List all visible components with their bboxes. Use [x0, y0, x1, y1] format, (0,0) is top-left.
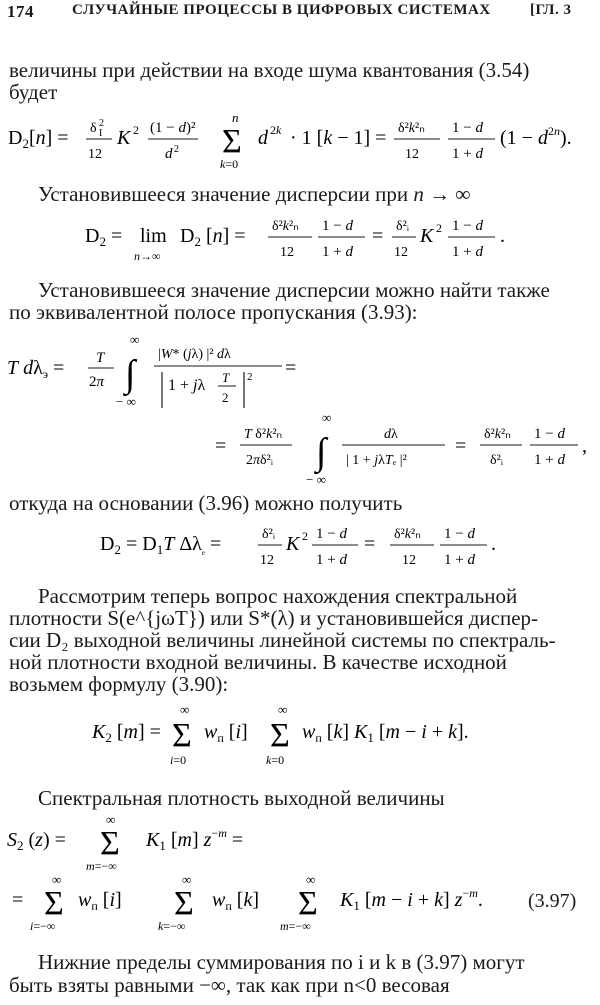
svg-text:12: 12 — [402, 553, 416, 568]
svg-text:.: . — [491, 533, 496, 555]
svg-text:2: 2 — [436, 221, 442, 235]
svg-text:D2 =: $D_2$ = — [85, 225, 123, 249]
svg-text:=: = — [364, 533, 376, 555]
svg-text:− ∞: − ∞ — [116, 394, 136, 409]
equation-3-97 — [0, 872, 600, 938]
svg-text:1 + d: 1 + d — [444, 552, 475, 568]
svg-text:lim: lim — [140, 225, 167, 247]
svg-text:D2[n] =: $D_2[n]$ = — [8, 127, 69, 151]
svg-text:1 − d: 1 − d — [534, 426, 565, 442]
svg-text:Σ: Σ — [298, 885, 318, 922]
svg-text:wп [k]: $w_п$ [k] — [212, 889, 259, 913]
chapter-label: [ГЛ. 3 — [530, 2, 572, 18]
svg-text:=: = — [215, 435, 227, 457]
svg-text:δ²k²ₙ: δ²k²ₙ — [484, 427, 511, 442]
svg-text:S2 (z) =: $S_2$ (z) = — [7, 829, 66, 853]
svg-text:12: 12 — [405, 147, 419, 162]
paragraph-3-line-2: по эквивалентной полосе пропускания (3.93): — [9, 300, 418, 324]
svg-text:2: 2 — [99, 118, 104, 129]
svg-text:2k: 2k — [270, 123, 282, 137]
equation-d2-via-band — [0, 518, 600, 574]
svg-text:(1 − d2n).: $(1 - d^{2n})$. — [500, 124, 572, 149]
svg-text:12: 12 — [260, 553, 274, 568]
svg-text:1 + d: 1 + d — [452, 244, 483, 260]
svg-text:|W* (jλ) |² dλ: |W* (jλ) |² dλ — [158, 347, 231, 362]
paragraph-7-line-1: Нижние пределы суммирования по i и k в (3.97) могут — [38, 950, 525, 974]
svg-text:=: = — [372, 225, 384, 247]
paragraph-5-line-5: возьмем формулу (3.90): — [9, 672, 229, 696]
paragraph-5-line-4: ной плотности входной величины. В качестве исходной — [9, 650, 507, 674]
svg-text:.: . — [500, 225, 505, 247]
svg-text:1 + d: 1 + d — [316, 552, 347, 568]
svg-text:2: 2 — [174, 144, 179, 155]
running-title: СЛУЧАЙНЫЕ ПРОЦЕССЫ В ЦИФРОВЫХ СИСТЕМАХ — [72, 2, 491, 18]
svg-text:2π: 2π — [89, 374, 105, 390]
svg-text:T: T — [222, 370, 230, 385]
paragraph-7-line-2: быть взяты равными −∞, так как при n<0 весовая — [9, 973, 450, 997]
svg-text:K: K — [286, 533, 300, 555]
svg-text:δ²k²ₙ: δ²k²ₙ — [398, 121, 425, 136]
equation-equivalent-band-2 — [0, 408, 600, 488]
svg-text:δ²ᵢ: δ²ᵢ — [262, 527, 276, 542]
svg-text:=: = — [285, 357, 297, 379]
svg-text:∞: ∞ — [180, 702, 190, 717]
svg-text:wп [i]: $w_п$ [i] — [204, 721, 248, 745]
svg-text:n→∞: n→∞ — [134, 249, 161, 263]
svg-text:∞: ∞ — [278, 702, 288, 717]
svg-text:1 − d: 1 − d — [316, 526, 347, 542]
svg-text:∞: ∞ — [182, 872, 192, 887]
paragraph-2-text: Установившееся значение дисперсии при — [38, 182, 409, 206]
svg-text:i=−∞: i=−∞ — [30, 919, 56, 933]
svg-text:∫: ∫ — [125, 353, 136, 395]
svg-text:k=−∞: k=−∞ — [158, 919, 186, 933]
paragraph-1-line-2: будет — [9, 80, 58, 104]
svg-text:k=0: k=0 — [220, 157, 239, 171]
paragraph-4: откуда на основании (3.96) можно получить — [9, 491, 403, 515]
equation-d2-limit — [0, 210, 600, 270]
paragraph-5-line-1: Рассмотрим теперь вопрос нахождения спектральной — [38, 584, 518, 608]
svg-text:K1 [m − i + k] z−m.: $K_1$ [m − i + k] $z^{-m}$. — [340, 886, 483, 913]
svg-text:T: T — [96, 350, 105, 366]
svg-text:1 + d: 1 + d — [322, 244, 353, 260]
svg-text:Σ: Σ — [222, 123, 242, 160]
paragraph-5-line-3: сии D₂ выходной величины линейной системы по спектраль- — [9, 628, 556, 652]
svg-text:1 + d: 1 + d — [534, 452, 565, 468]
svg-text:1 − d: 1 − d — [444, 526, 475, 542]
svg-text:k=0: k=0 — [266, 753, 285, 767]
equation-equivalent-band-1 — [0, 330, 600, 414]
svg-text:(1 − d)²: (1 − d)² — [150, 120, 196, 136]
svg-text:1 − d: 1 − d — [452, 120, 483, 136]
svg-text:∞: ∞ — [52, 872, 62, 887]
svg-text:d: d — [165, 146, 173, 162]
svg-text:m=−∞: m=−∞ — [280, 919, 311, 933]
page-number: 174 — [7, 2, 34, 21]
svg-text:δ²k²ₙ: δ²k²ₙ — [394, 527, 421, 542]
svg-text:∞: ∞ — [322, 410, 332, 425]
svg-text:=: = — [455, 435, 467, 457]
svg-text:n: n — [232, 110, 239, 125]
svg-text:m=−∞: m=−∞ — [86, 859, 117, 873]
svg-text:K2 [m] =: $K_2$ [m] = — [92, 721, 161, 745]
svg-text:D2 [n] =: $D_2$ [n] = — [180, 225, 246, 249]
svg-text:Σ: Σ — [172, 717, 192, 754]
svg-text:D2 = D1T Δλₑ =: $D_2 = D_1T$ $\Delta\lambda_{_e}$ = — [100, 533, 222, 557]
svg-text:∞: ∞ — [306, 872, 316, 887]
svg-text:∞: ∞ — [106, 812, 116, 827]
svg-text:δ²ᵢ: δ²ᵢ — [396, 219, 410, 234]
svg-text:wп [i]: $w_п$ [i] — [78, 889, 122, 913]
svg-text:d: d — [258, 127, 268, 149]
svg-text:dλ: dλ — [384, 427, 398, 442]
svg-text:I: I — [99, 128, 103, 139]
svg-text:12: 12 — [88, 147, 102, 162]
svg-text:i=0: i=0 — [170, 753, 187, 767]
svg-text:=: = — [12, 889, 24, 911]
svg-text:2: 2 — [222, 390, 229, 405]
svg-text:K: K — [420, 225, 434, 247]
svg-text:2: 2 — [302, 529, 308, 543]
svg-text:Σ: Σ — [174, 885, 194, 922]
paragraph-1-line-1: величины при действии на входе шума квантования (3.54) — [9, 58, 530, 82]
svg-text:K: K — [117, 127, 131, 149]
svg-text:Σ: Σ — [44, 885, 64, 922]
equation-number: (3.97) — [528, 890, 577, 912]
svg-text:1 + d: 1 + d — [452, 146, 483, 162]
svg-text:2: 2 — [247, 371, 253, 383]
svg-text:− ∞: − ∞ — [306, 472, 326, 487]
svg-text:δ: δ — [90, 121, 97, 136]
svg-text:∞: ∞ — [130, 332, 140, 347]
svg-text:Σ: Σ — [270, 717, 290, 754]
svg-text:2πδ²ᵢ: 2πδ²ᵢ — [246, 453, 274, 468]
svg-text:Σ: Σ — [100, 825, 120, 862]
svg-text:12: 12 — [280, 245, 294, 260]
equation-k2-m — [0, 700, 600, 772]
svg-text:1 − d: 1 − d — [322, 218, 353, 234]
svg-text:T δ²k²ₙ: T δ²k²ₙ — [244, 427, 283, 442]
svg-text:2: 2 — [133, 123, 139, 137]
paragraph-2-condition: n → ∞ — [413, 182, 471, 206]
paragraph-3-line-1: Установившееся значение дисперсии можно найти также — [38, 278, 550, 302]
paragraph-5-line-2: плотности S(e^{jωT}) или S*(λ) и установившейся диспер- — [9, 606, 539, 630]
svg-text:T dλэ =: T $d\lambda_э$ = — [7, 357, 65, 381]
svg-text:wп [k] K1 [m − i + k].: $w_п$ [k] $K_1$ [m − i + k]. — [302, 721, 469, 745]
svg-text:,: , — [582, 435, 587, 457]
svg-text:δ²k²ₙ: δ²k²ₙ — [272, 219, 299, 234]
svg-text:· 1 [k − 1] =: · 1 [k − 1] = — [290, 127, 387, 149]
svg-text:| 1 + jλTₑ |²: | 1 + jλTₑ |² — [346, 453, 407, 468]
paragraph-6: Спектральная плотность выходной величины — [38, 786, 445, 810]
equation-s2-z — [0, 812, 600, 872]
svg-text:1 − d: 1 − d — [452, 218, 483, 234]
svg-text:1 + jλ: 1 + jλ — [168, 377, 206, 394]
svg-text:K1 [m] z−m =: $K_1$ [m] $z^{-m}$ = — [146, 826, 244, 853]
paragraph-2 — [0, 182, 600, 207]
svg-text:δ²ᵢ: δ²ᵢ — [490, 453, 504, 468]
svg-text:∫: ∫ — [316, 431, 327, 473]
svg-text:12: 12 — [394, 245, 408, 260]
equation-d2-n — [0, 108, 600, 171]
